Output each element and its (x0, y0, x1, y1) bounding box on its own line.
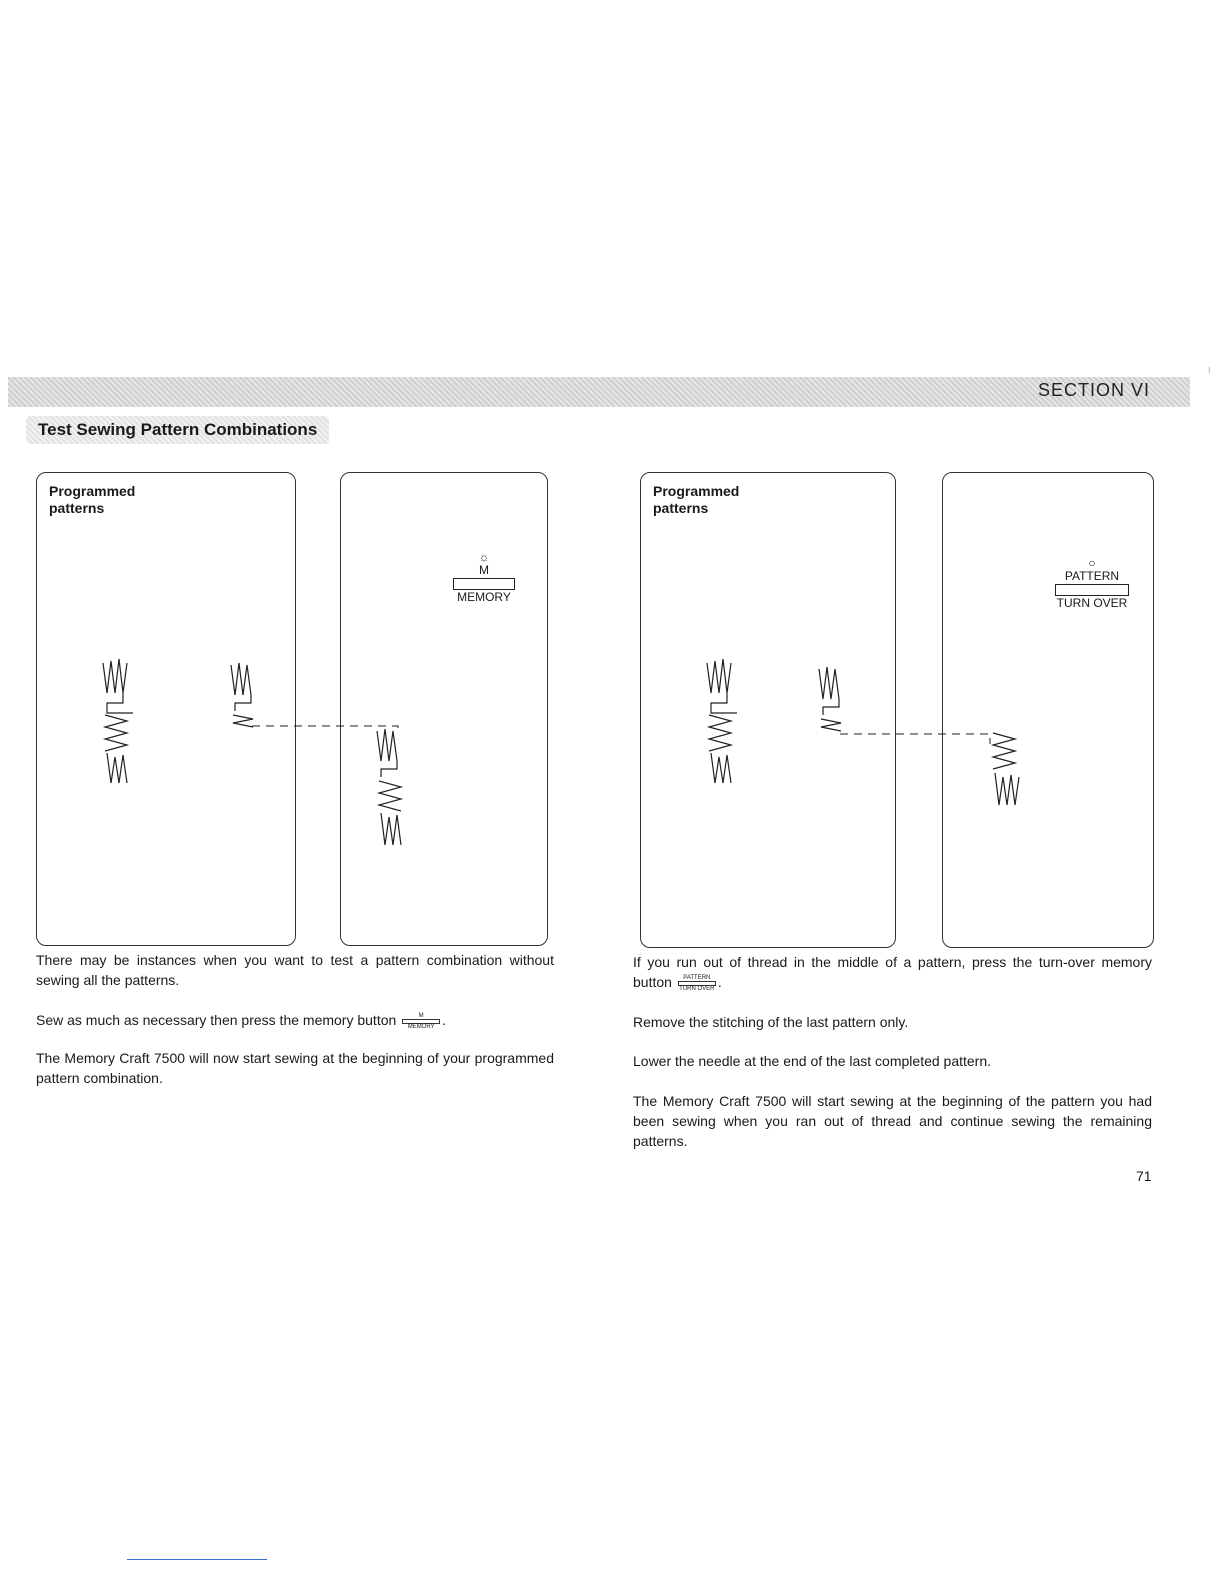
left-programmed-panel (36, 472, 296, 946)
turnover-button-rect (1055, 584, 1129, 596)
memory-button-rect (453, 578, 515, 590)
stitch-pattern-column-a (93, 653, 153, 793)
memory-button-label: MEMORY (457, 590, 511, 604)
right-paragraph-4: The Memory Craft 7500 will start sewing at the beginning of the pattern you had been sewing when you ran out of thread and continue sewing the remaining patterns. (633, 1093, 1152, 1149)
left-paragraph-3: The Memory Craft 7500 will now start sewing at the beginning of your programmed pattern combination. (36, 1050, 554, 1086)
footer-line (127, 1559, 267, 1560)
left-memory-panel (340, 472, 548, 946)
turnover-light-icon: ○ (1088, 556, 1096, 570)
panel-label: Programmed patterns (653, 483, 740, 516)
left-dashed-connector (252, 722, 402, 734)
right-paragraph-3: Lower the needle at the end of the last completed pattern. (633, 1053, 992, 1069)
memory-button[interactable] (453, 551, 515, 604)
right-turnover-panel (942, 472, 1154, 948)
section-header-bar (8, 377, 1190, 407)
right-dashed-connector (840, 730, 1000, 746)
right-programmed-panel (640, 472, 896, 948)
memory-indicator: M (479, 563, 489, 577)
right-paragraph-1: If you run out of thread in the middle of a pattern, press the turn-over memory button PATTERN TURN OVER . (633, 954, 1152, 992)
turnover-button-bottom-label: TURN OVER (1056, 596, 1128, 610)
left-paragraph-2: Sew as much as necessary then press the memory button M MEMORY . (36, 1012, 447, 1030)
inline-turnover-button-icon: PATTERN TURN OVER (679, 974, 715, 992)
right-paragraph-1-text: If you run out of thread in the middle of a pattern, press the turn-over memory button (633, 954, 1152, 990)
inline-memory-button-icon: M MEMORY (402, 1013, 440, 1030)
turnover-button-top-label: PATTERN (1064, 569, 1120, 583)
left-paragraph-1: There may be instances when you want to test a pattern combination without sewing all the patterns. (36, 952, 554, 988)
stitch-pattern-sewn (367, 725, 427, 855)
turn-over-memory-button[interactable] (1055, 557, 1129, 610)
page-number: 71 (1136, 1168, 1152, 1184)
panel-label: Programmed patterns (49, 483, 136, 516)
edge-mark: ⁝ (1208, 366, 1211, 375)
left-paragraph-2-text: Sew as much as necessary then press the memory button (36, 1012, 397, 1028)
memory-light-icon: ☼ (478, 550, 490, 564)
section-label: SECTION VI (1037, 380, 1150, 400)
page-title: Test Sewing Pattern Combinations (26, 416, 329, 444)
stitch-pattern-column-a (697, 653, 757, 793)
right-paragraph-2: Remove the stitching of the last pattern only. (633, 1014, 909, 1030)
